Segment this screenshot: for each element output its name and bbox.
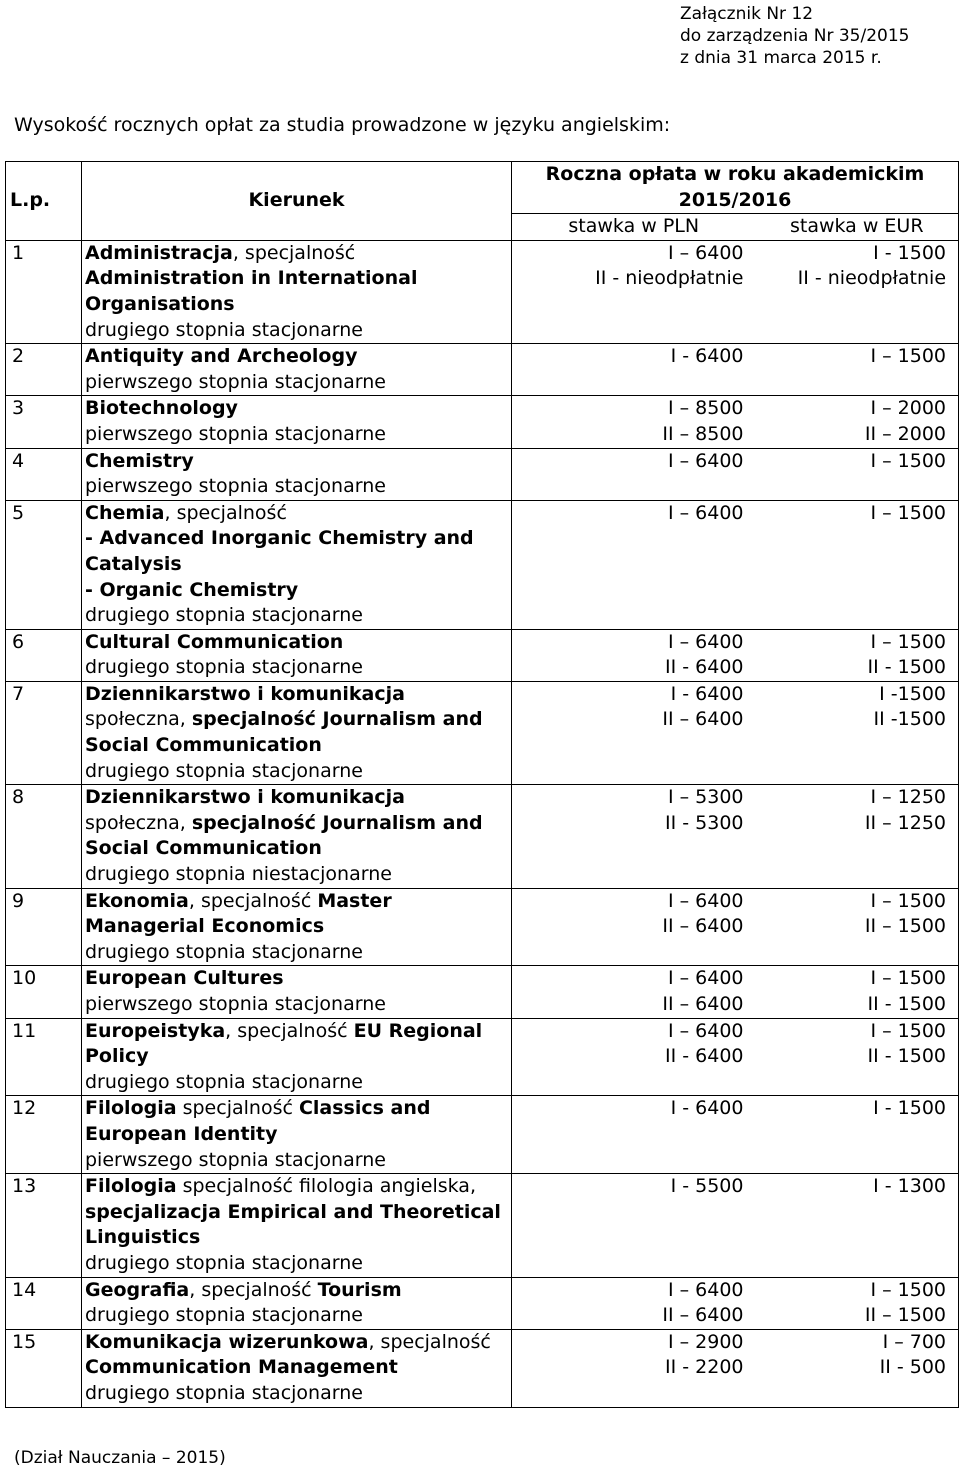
program-name-bold: Antiquity and Archeology	[85, 345, 358, 368]
fee-eur-value: I – 1500	[870, 889, 947, 912]
program-name-bold: Geografia	[85, 1278, 190, 1301]
fee-pln-value: I – 6400	[667, 967, 744, 990]
fee-eur	[756, 681, 959, 784]
row-number: 1	[6, 240, 82, 343]
program-name-bold: - Advanced Inorganic Chemistry and Catalysis	[85, 527, 474, 575]
program-name-bold: Dziennikarstwo i komunikacja	[85, 682, 405, 705]
fee-pln-value: II – 6400	[662, 915, 744, 938]
row-number: 3	[6, 396, 82, 448]
program-name-bold: specjalność Journalism and Social Communication	[85, 708, 483, 757]
fee-eur-value: I -1500	[879, 682, 947, 705]
fee-pln	[512, 1018, 756, 1096]
fee-eur-value: I – 2000	[870, 397, 947, 420]
fee-eur	[756, 240, 959, 343]
program-name-text: drugiego stopnia stacjonarne	[85, 759, 363, 782]
row-number: 14	[6, 1277, 82, 1329]
fee-pln-value: I - 5500	[670, 1175, 744, 1198]
fee-eur-value: I - 1300	[873, 1175, 947, 1198]
fee-eur-value: I – 1500	[870, 1278, 947, 1301]
fee-eur	[756, 1277, 959, 1329]
header-lp: L.p.	[6, 162, 82, 241]
fee-pln-value: II - 6400	[665, 1045, 744, 1068]
table-row	[6, 888, 959, 966]
annex-number: Załącznik Nr 12	[680, 4, 814, 24]
program-name	[82, 1329, 512, 1407]
table-row	[6, 629, 959, 681]
program-name-bold: Chemia	[85, 501, 165, 524]
row-number: 8	[6, 785, 82, 888]
annex-date: z dnia 31 marca 2015 r.	[680, 48, 882, 68]
fee-pln-value: I – 2900	[667, 1330, 744, 1353]
program-name-bold: Master Managerial Economics	[85, 889, 392, 938]
table-row	[6, 500, 959, 629]
row-number: 9	[6, 888, 82, 966]
program-name-text: społeczna,	[85, 708, 192, 731]
fee-eur-value: I – 1500	[870, 1019, 947, 1042]
program-name-text: pierwszego stopnia stacjonarne	[85, 1148, 386, 1171]
fee-pln-value: I - 6400	[670, 1097, 744, 1120]
program-name-text: pierwszego stopnia stacjonarne	[85, 370, 386, 393]
program-name-bold: Administracja	[85, 241, 233, 264]
fees-table	[5, 161, 959, 1408]
annex-reference	[680, 3, 910, 69]
fee-pln-value: I – 5300	[667, 786, 744, 809]
program-name-text: , specjalność	[189, 1278, 318, 1301]
program-name	[82, 785, 512, 888]
row-number: 4	[6, 448, 82, 500]
header-row	[6, 162, 959, 188]
fee-eur	[756, 1096, 959, 1174]
program-name-bold: Administration in International Organisations	[85, 267, 418, 315]
program-name-text: drugiego stopnia stacjonarne	[85, 1251, 363, 1274]
fee-eur-value: I – 1500	[870, 345, 947, 368]
table-row	[6, 240, 959, 343]
fee-pln-value: II - nieodpłatnie	[595, 267, 744, 290]
program-name-bold: Filologia	[85, 1097, 177, 1120]
program-name-text: drugiego stopnia stacjonarne	[85, 656, 363, 679]
program-name	[82, 1018, 512, 1096]
row-number: 13	[6, 1174, 82, 1277]
fee-pln-value: I – 6400	[667, 449, 744, 472]
fee-pln	[512, 396, 756, 448]
program-name	[82, 1277, 512, 1329]
row-number: 2	[6, 344, 82, 396]
program-name-text: , specjalność	[368, 1330, 491, 1353]
program-name-bold: Communication Management	[85, 1356, 398, 1379]
program-name-bold: Komunikacja wizerunkowa	[85, 1330, 369, 1353]
row-number: 6	[6, 629, 82, 681]
fee-eur	[756, 448, 959, 500]
program-name-text: drugiego stopnia stacjonarne	[85, 1070, 363, 1093]
fee-pln	[512, 500, 756, 629]
table-row	[6, 1329, 959, 1407]
header-fee-title	[512, 162, 959, 188]
program-name-bold: Biotechnology	[85, 397, 238, 420]
program-name-bold: Chemistry	[85, 449, 194, 472]
fee-eur	[756, 1018, 959, 1096]
fee-pln	[512, 888, 756, 966]
program-name-bold: EU Regional Policy	[85, 1019, 483, 1068]
footer-note: (Dział Nauczania – 2015)	[14, 1448, 226, 1468]
fee-eur	[756, 785, 959, 888]
fee-pln-value: II - 6400	[665, 656, 744, 679]
fee-eur	[756, 500, 959, 629]
fee-pln-value: II – 6400	[662, 993, 744, 1015]
program-name-text: , specjalność	[164, 501, 287, 524]
program-name-text: drugiego stopnia stacjonarne	[85, 940, 363, 963]
fee-pln	[512, 1277, 756, 1329]
fee-pln-value: II – 6400	[662, 708, 744, 731]
program-name-text: drugiego stopnia stacjonarne	[85, 604, 363, 627]
fee-pln	[512, 966, 756, 1018]
header-eur: stawka w EUR	[756, 214, 959, 241]
fee-pln-value: I – 6400	[667, 1278, 744, 1301]
program-name	[82, 500, 512, 629]
fee-eur-value: I – 1500	[870, 449, 947, 472]
table-row	[6, 448, 959, 500]
fee-pln-value: I - 6400	[670, 682, 744, 705]
fee-eur-value: I – 1500	[870, 630, 947, 653]
header-fee-year: 2015/2016	[512, 188, 959, 214]
fee-eur-value: I – 1500	[870, 501, 947, 524]
program-name-text: specjalność filologia angielska,	[176, 1175, 476, 1198]
fee-pln	[512, 448, 756, 500]
fee-pln	[512, 1096, 756, 1174]
program-name	[82, 240, 512, 343]
table-row	[6, 344, 959, 396]
fee-pln-value: I – 6400	[667, 1019, 744, 1042]
fee-pln	[512, 240, 756, 343]
program-name-text: społeczna,	[85, 811, 192, 834]
fee-pln	[512, 1329, 756, 1407]
program-name	[82, 966, 512, 1018]
program-name-text: pierwszego stopnia stacjonarne	[85, 475, 386, 498]
row-number: 5	[6, 500, 82, 629]
header-fee-title-text: Roczna opłata w roku akademickim	[545, 163, 925, 185]
fees-table-container	[5, 161, 958, 1408]
program-name	[82, 1096, 512, 1174]
row-number: 12	[6, 1096, 82, 1174]
program-name-text: drugiego stopnia stacjonarne	[85, 1304, 363, 1327]
program-name-text: specjalność	[176, 1097, 299, 1120]
fee-eur-value: II – 1500	[864, 1304, 947, 1327]
program-name-text: , specjalność	[188, 889, 318, 912]
program-name-bold: Classics and European Identity	[85, 1097, 431, 1145]
fee-eur	[756, 1329, 959, 1407]
table-row	[6, 1096, 959, 1174]
fee-eur	[756, 396, 959, 448]
fee-eur-value: I – 1250	[870, 786, 947, 809]
fee-eur	[756, 1174, 959, 1277]
fee-eur-value: II - 1500	[867, 1045, 947, 1068]
fee-eur-value: II – 1250	[864, 811, 947, 834]
program-name-bold: specjalność Journalism and Social Communication	[85, 811, 483, 860]
program-name-text: pierwszego stopnia stacjonarne	[85, 993, 386, 1015]
fee-eur-value: II - 1500	[867, 656, 947, 679]
fee-eur-value: I - 1500	[873, 241, 947, 264]
fee-eur-value: II – 2000	[864, 422, 947, 445]
fee-pln-value: II - 5300	[665, 811, 744, 834]
table-row	[6, 681, 959, 784]
program-name-text: drugiego stopnia niestacjonarne	[85, 863, 392, 886]
row-number: 11	[6, 1018, 82, 1096]
fee-pln-value: I – 6400	[667, 889, 744, 912]
fee-eur-value: II - 500	[879, 1356, 947, 1379]
fee-eur-value: I – 1500	[870, 967, 947, 990]
annex-order: do zarządzenia Nr 35/2015	[680, 26, 910, 46]
row-number: 10	[6, 966, 82, 1018]
fee-eur-value: II - 1500	[867, 993, 947, 1015]
fee-eur	[756, 966, 959, 1018]
fee-pln-value: II - 2200	[665, 1356, 744, 1379]
fee-eur	[756, 888, 959, 966]
program-name-text: , specjalność	[225, 1019, 354, 1042]
program-name-bold: Cultural Communication	[85, 630, 344, 653]
program-name	[82, 888, 512, 966]
fee-pln	[512, 344, 756, 396]
program-name	[82, 629, 512, 681]
fee-eur	[756, 629, 959, 681]
fee-eur-value: I – 700	[882, 1330, 947, 1353]
page-heading: Wysokość rocznych opłat za studia prowadzone w języku angielskim:	[14, 114, 671, 136]
program-name-bold: - Organic Chemistry	[85, 578, 299, 601]
fee-eur-value: I - 1500	[873, 1097, 947, 1120]
fee-pln	[512, 785, 756, 888]
program-name-bold: European Cultures	[85, 967, 284, 990]
fee-pln	[512, 629, 756, 681]
fee-eur	[756, 344, 959, 396]
table-row	[6, 1174, 959, 1277]
header-kierunek: Kierunek	[82, 162, 512, 241]
program-name-bold: Ekonomia	[85, 889, 189, 912]
program-name-bold: Filologia	[85, 1175, 177, 1198]
program-name-bold: Europeistyka	[85, 1019, 226, 1042]
program-name	[82, 344, 512, 396]
fee-pln-value: II – 8500	[662, 422, 744, 445]
fee-pln	[512, 1174, 756, 1277]
program-name-text: drugiego stopnia stacjonarne	[85, 1381, 363, 1404]
program-name-bold: Dziennikarstwo i komunikacja	[85, 786, 405, 809]
program-name	[82, 396, 512, 448]
header-pln: stawka w PLN	[512, 214, 756, 241]
program-name	[82, 1174, 512, 1277]
program-name-bold: Tourism	[317, 1278, 402, 1301]
program-name	[82, 448, 512, 500]
fees-table-body	[6, 240, 959, 1407]
fee-eur-value: II -1500	[873, 708, 947, 731]
program-name-text: , specjalność	[232, 241, 356, 264]
row-number: 7	[6, 681, 82, 784]
fee-pln-value: II – 6400	[662, 1304, 744, 1327]
fee-eur-value: II - nieodpłatnie	[797, 267, 947, 290]
fee-pln	[512, 681, 756, 784]
fee-pln-value: I - 6400	[670, 345, 744, 368]
fee-pln-value: I – 6400	[667, 630, 744, 653]
fee-eur-value: II – 1500	[864, 915, 947, 938]
fee-pln-value: I – 8500	[667, 397, 744, 420]
program-name-bold: specjalizacja Empirical and Theoretical Linguistics	[85, 1200, 501, 1249]
program-name-text: pierwszego stopnia stacjonarne	[85, 422, 386, 445]
fee-pln-value: I – 6400	[667, 501, 744, 524]
row-number: 15	[6, 1329, 82, 1407]
table-row	[6, 1018, 959, 1096]
program-name-text: drugiego stopnia stacjonarne	[85, 318, 363, 341]
table-row	[6, 966, 959, 1018]
table-row	[6, 1277, 959, 1329]
program-name	[82, 681, 512, 784]
fee-pln-value: I – 6400	[667, 241, 744, 264]
table-row	[6, 396, 959, 448]
table-row	[6, 785, 959, 888]
